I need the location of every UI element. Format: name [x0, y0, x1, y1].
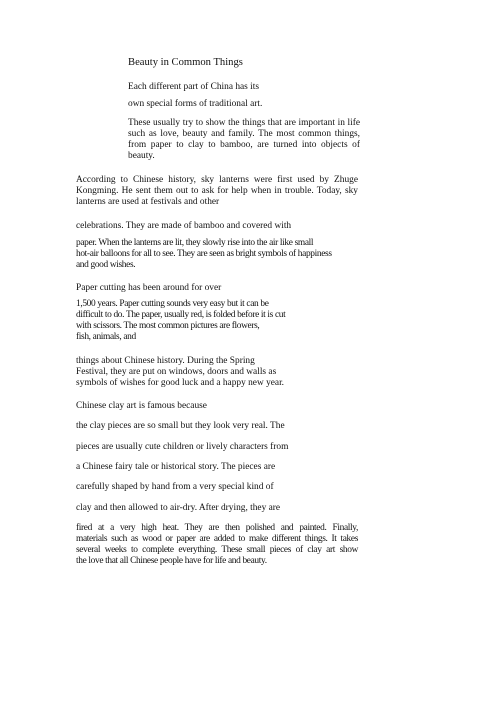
text-line: These usually try to show the things that are important in life — [128, 118, 360, 128]
text-line: a Chinese fairy tale or historical story. The pieces are — [76, 462, 276, 472]
text-line: Each different part of China has its — [128, 82, 260, 92]
text-line: symbols of wishes for good luck and a happy new year. — [76, 378, 285, 388]
text-line: the clay pieces are so small but they look very real. The — [76, 421, 285, 431]
text-line: with scissors. The most common pictures are flowers, — [76, 321, 260, 331]
text-line: fish, animals, and — [76, 332, 136, 342]
text-line: celebrations. They are made of bamboo and covered with — [76, 221, 292, 231]
text-line: fired at a very high heat. They are then polished and painted. Finally, — [76, 523, 358, 533]
paper-cutting-paragraph-3 — [76, 356, 358, 389]
paper-cutting-paragraph-2 — [76, 299, 358, 343]
clay-art-line-2 — [76, 421, 358, 432]
lanterns-paragraph-3 — [76, 238, 358, 271]
text-line: paper. When the lanterns are lit, they slowly rise into the air like small — [76, 238, 314, 248]
text-line: pieces are usually cute children or lively characters from — [76, 442, 289, 452]
text-line: several weeks to complete everything. These small pieces of clay art show — [76, 545, 358, 555]
text-line: things about Chinese history. During the Spring — [76, 356, 255, 366]
paper-cutting-paragraph-1 — [76, 283, 358, 294]
text-line: the love that all Chinese people have for life and beauty. — [76, 556, 267, 566]
text-line: Paper cutting has been around for over — [76, 283, 222, 293]
text-line: beauty. — [128, 151, 155, 161]
lanterns-paragraph-1 — [76, 175, 358, 208]
text-line: difficult to do. The paper, usually red, is folded before it is cut — [76, 310, 286, 320]
text-line: According to Chinese history, sky lanterns were first used by Zhuge — [76, 175, 358, 185]
clay-art-line-1 — [76, 401, 358, 412]
clay-art-line-4 — [76, 462, 358, 473]
clay-art-line-6 — [76, 503, 358, 514]
clay-art-line-5 — [76, 482, 358, 493]
intro-line-1 — [128, 82, 360, 93]
intro-line-2 — [128, 99, 360, 110]
text-line: hot-air balloons for all to see. They are seen as bright symbols of happiness — [76, 249, 332, 259]
text-line: own special forms of traditional art. — [128, 99, 263, 109]
text-line: materials such as wood or paper are added to make different things. It takes — [76, 534, 358, 544]
clay-art-final-paragraph — [76, 523, 358, 567]
clay-art-line-3 — [76, 442, 358, 453]
text-line: 1,500 years. Paper cutting sounds very easy but it can be — [76, 299, 269, 309]
lanterns-paragraph-2 — [76, 221, 358, 232]
text-line: from paper to clay to bamboo, are turned into objects of — [128, 140, 360, 150]
text-line: lanterns are used at festivals and other — [76, 197, 220, 207]
text-line: Festival, they are put on windows, doors and walls as — [76, 367, 277, 377]
text-line: such as love, beauty and family. The most common things, — [128, 129, 360, 139]
intro-paragraph — [128, 118, 360, 162]
text-line: clay and then allowed to air-dry. After drying, they are — [76, 503, 281, 513]
text-line: and good wishes. — [76, 260, 136, 270]
page-title: Beauty in Common Things — [128, 57, 243, 68]
text-line: Kongming. He sent them out to ask for help when in trouble. Today, sky — [76, 186, 358, 196]
text-line: Chinese clay art is famous because — [76, 401, 207, 411]
text-line: carefully shaped by hand from a very special kind of — [76, 482, 274, 492]
